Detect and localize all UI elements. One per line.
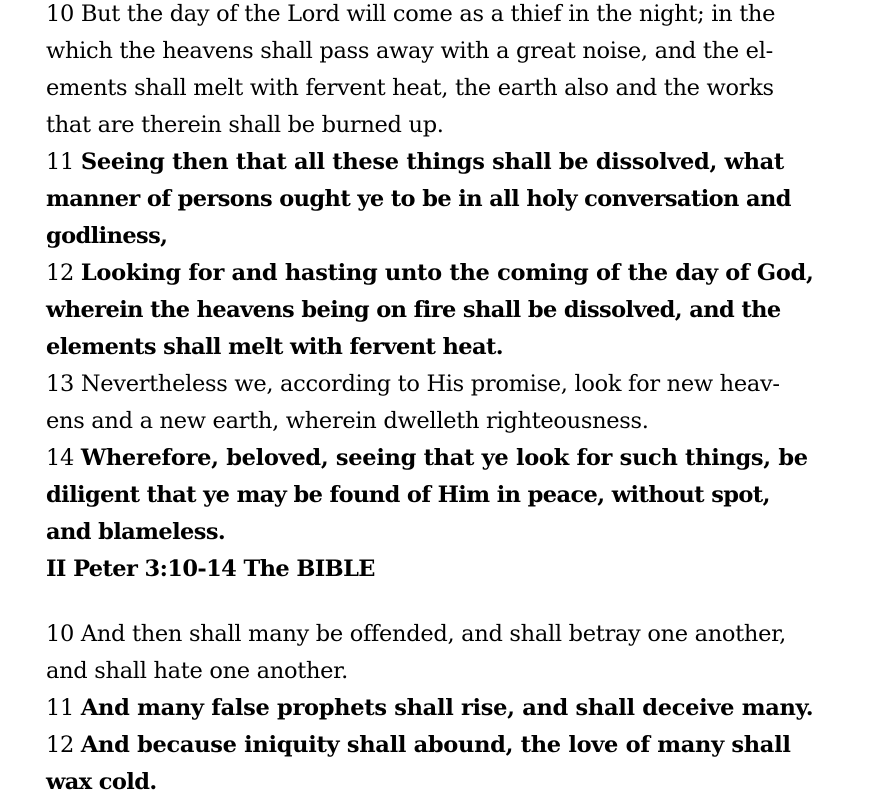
verse-10-line-1: 10 And then shall many be offended, and shall betray one another, — [46, 621, 786, 647]
verse-11-line-1 — [46, 690, 866, 727]
verse-10-line-4: that are therein shall be burned up. — [46, 112, 444, 138]
verse-12-line-3: elements shall melt with fervent heat. — [46, 334, 503, 360]
verse-12-line-1 — [46, 727, 866, 764]
verse-number: 11 — [46, 149, 81, 175]
verse-13-line-2: ens and a new earth, wherein dwelleth righteousness. — [46, 408, 649, 434]
verse-number: 12 — [46, 260, 81, 286]
verse-10-line-1: 10 But the day of the Lord will come as a thief in the night; in the — [46, 1, 776, 27]
scripture-page — [46, 0, 866, 801]
verse-13-line-1: 13 Nevertheless we, according to His promise, look for new heav- — [46, 371, 780, 397]
verse-text: Wherefore, beloved, seeing that ye look for such things, be — [80, 445, 808, 471]
passage-block-2 — [46, 616, 866, 801]
verse-11-line-1 — [46, 144, 866, 181]
verse-11-line-2: manner of persons ought ye to be in all holy conversation and — [46, 186, 791, 212]
passage-block-1 — [46, 0, 866, 588]
scripture-reference: II Peter 3:10-14 The BIBLE — [46, 556, 375, 582]
verse-14-line-1 — [46, 440, 866, 477]
verse-text: And many false prophets shall rise, and shall deceive many. — [80, 695, 814, 721]
verse-14-line-2: diligent that ye may be found of Him in peace, without spot, — [46, 482, 770, 508]
verse-text: Seeing then that all these things shall be dissolved, what — [80, 149, 785, 175]
verse-12-line-1 — [46, 255, 866, 292]
verse-10-line-2: and shall hate one another. — [46, 658, 349, 684]
verse-number: 12 — [46, 732, 81, 758]
verse-10-line-3: ements shall melt with fervent heat, the earth also and the works — [46, 75, 774, 101]
verse-10-line-2: which the heavens shall pass away with a great noise, and the el- — [46, 38, 773, 64]
verse-14-line-3: and blameless. — [46, 519, 226, 545]
verse-11-line-3: godliness, — [46, 223, 168, 249]
verse-12-line-2: wherein the heavens being on fire shall be dissolved, and the — [46, 297, 781, 323]
verse-number: 14 — [46, 445, 81, 471]
verse-text: And because iniquity shall abound, the love of many shall — [80, 732, 791, 758]
verse-12-line-2: wax cold. — [46, 769, 157, 795]
paragraph-gap — [46, 588, 866, 616]
verse-text: Looking for and hasting unto the coming of the day of God, — [80, 260, 814, 286]
verse-number: 11 — [46, 695, 81, 721]
